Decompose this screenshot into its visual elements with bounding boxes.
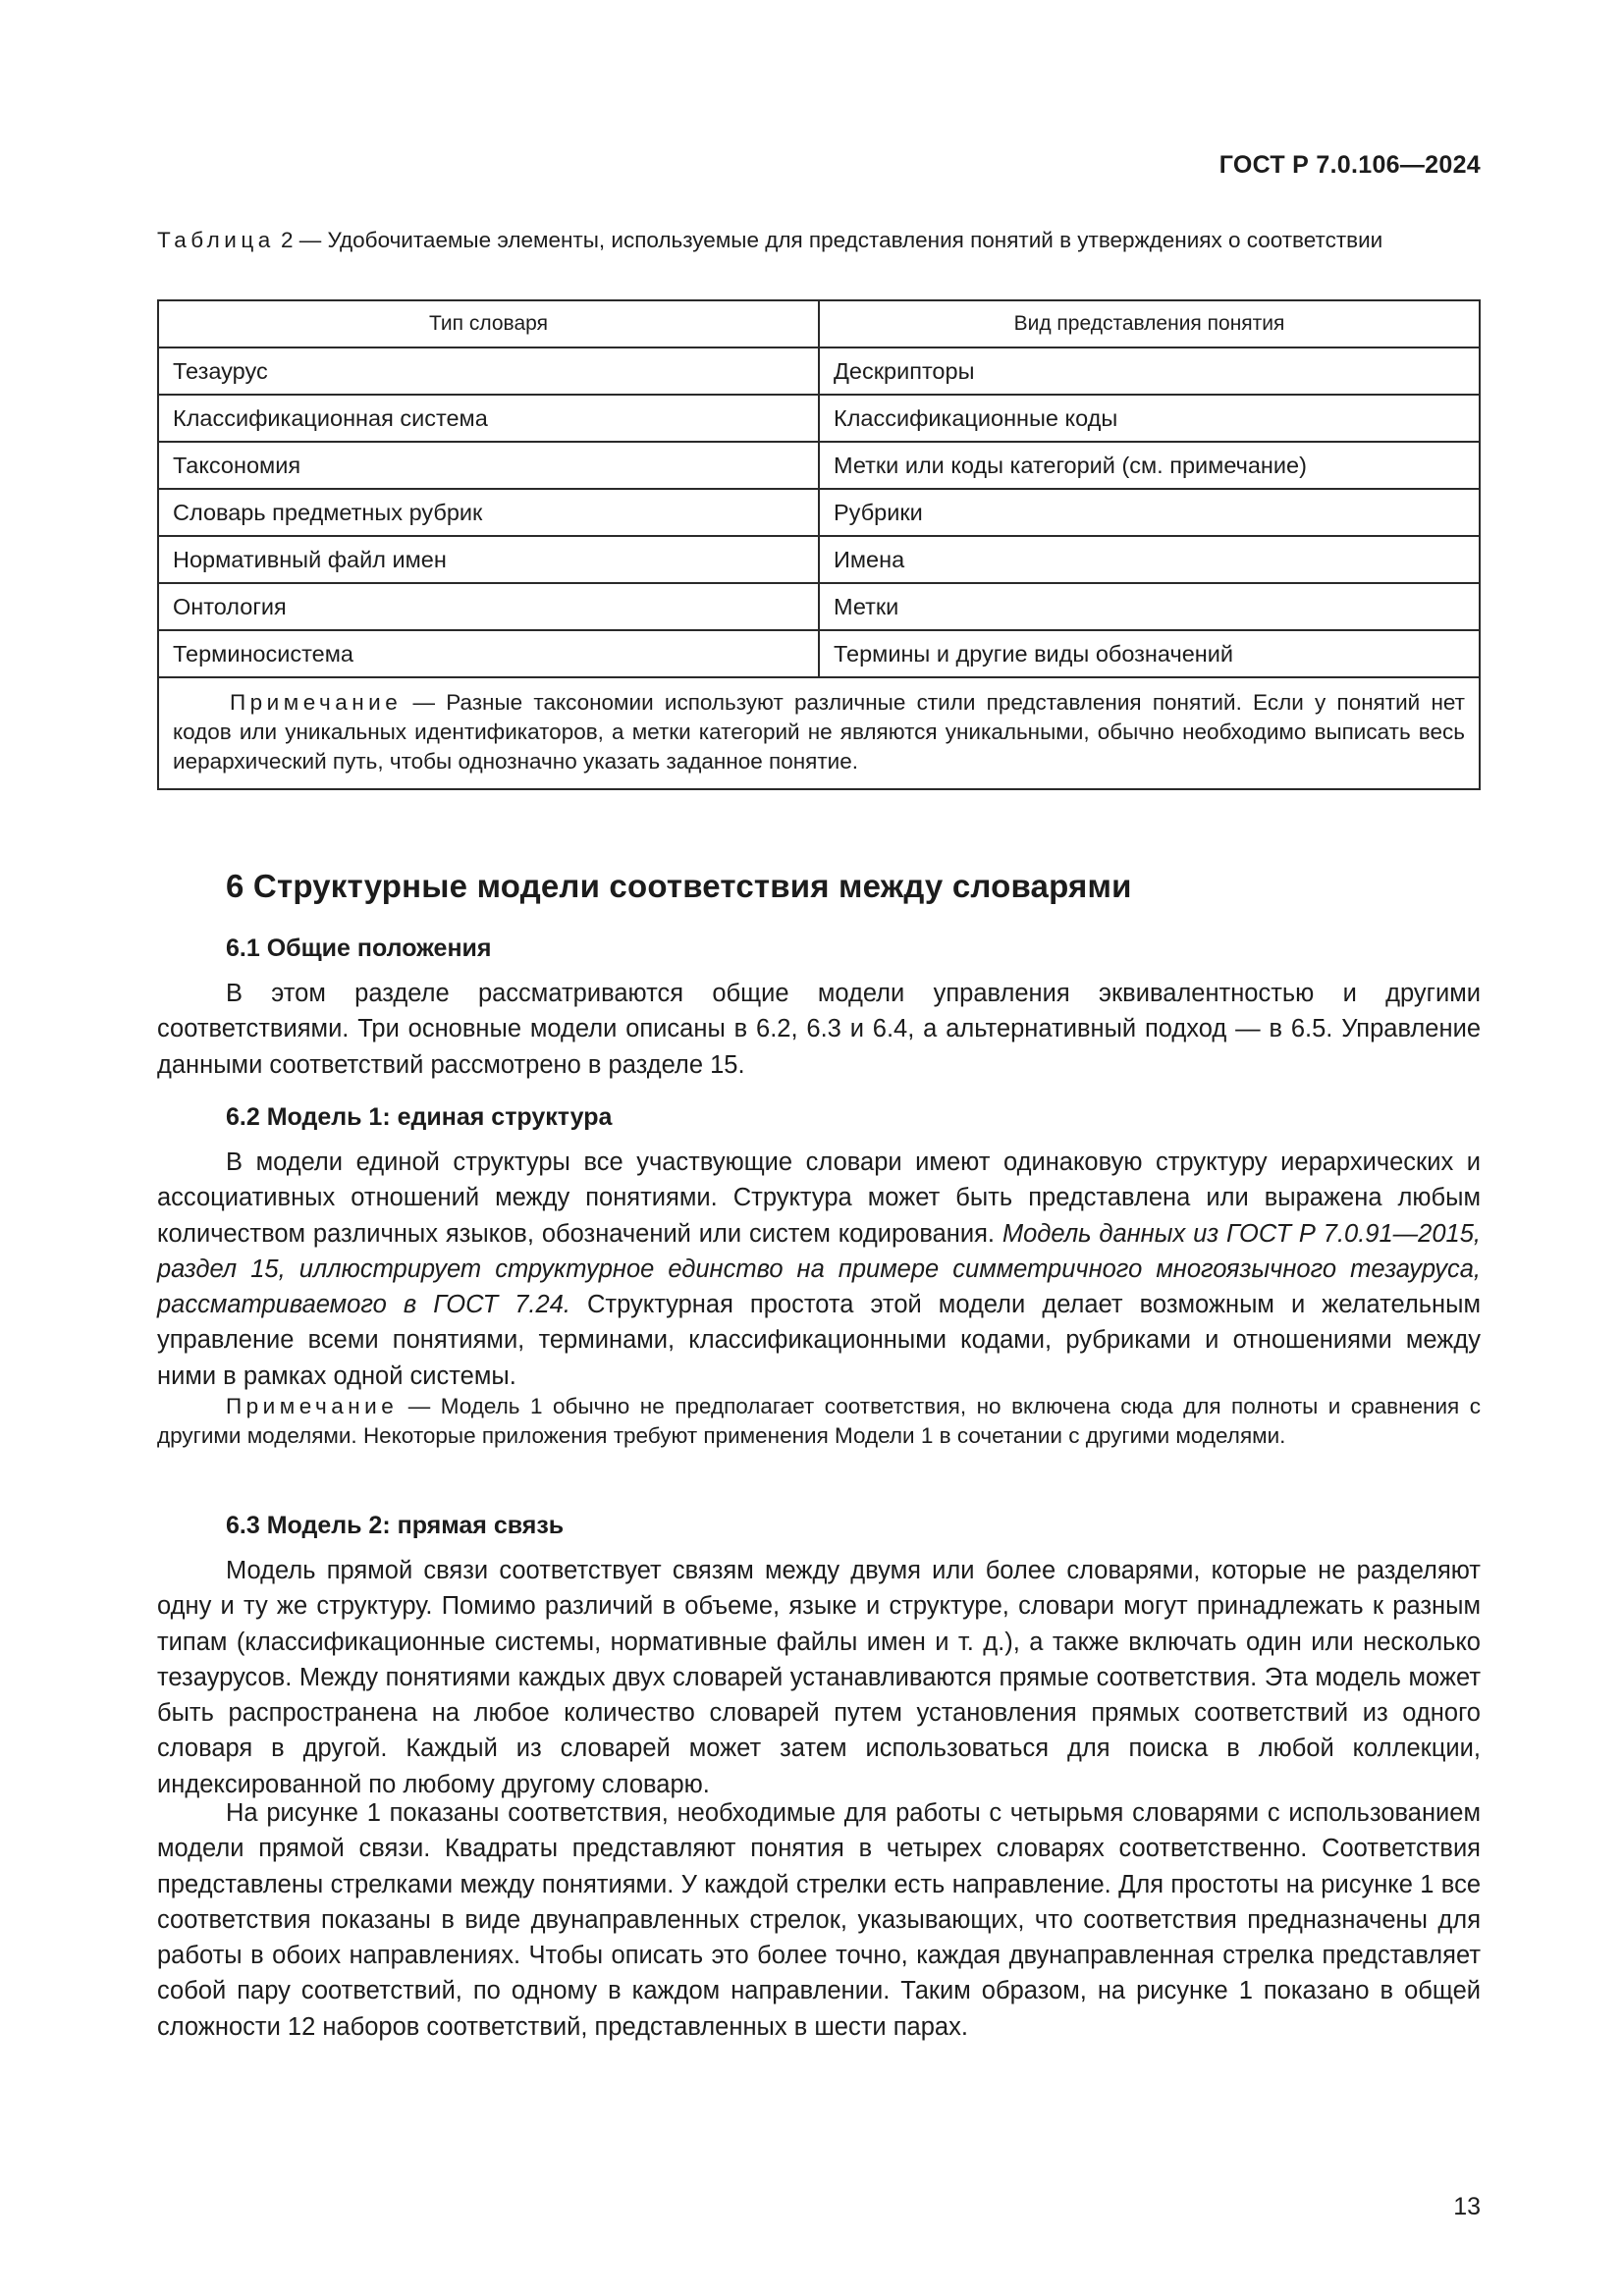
table-note-text: — Разные таксономии используют различные стили представления понятий. Если у понятий нет кодов или уникальных идентификаторов, а метки категорий не являются уникальными, обычно необходимо выписать весь иерархический путь, чтобы однозначно указать заданное понятие.: [173, 690, 1465, 774]
table-row: [158, 395, 1480, 442]
section-6-2-note: [157, 1392, 1481, 1451]
table-cell: Словарь предметных рубрик: [158, 489, 819, 536]
table-caption-label: Таблица: [157, 228, 275, 252]
note-label: Примечание: [226, 1394, 399, 1418]
paragraph-italic-text: Модель данных из ГОСТ Р 7.0.91—2015, раздел 15, иллюстрирует структурное единство на примере симметричного многоязычного тезауруса, рассматриваемого в ГОСТ 7.24.: [157, 1219, 1481, 1319]
column-header-vocabulary-type: Тип словаря: [158, 300, 819, 347]
table-cell: Терминосистема: [158, 630, 819, 677]
table-cell: Классификационная система: [158, 395, 819, 442]
document-code: ГОСТ Р 7.0.106—2024: [1218, 151, 1481, 179]
section-6-3-paragraph-1: Модель прямой связи соответствует связям между двумя или более словарями, которые не разделяют одну и ту же структуру. Помимо различий в объеме, языке и структуре, словари могут принадлежать к разным типам (классификационные системы, нормативные файлы имен и т. д.), а также включать один или несколько тезаурусов. Между понятиями каждых двух словарей устанавливаются прямые соответствия. Эта модель может быть распространена на любое количество словарей путем установления прямых соответствий из одного словаря в другой. Каждый из словарей может затем использоваться для поиска в любой коллекции, индексированной по любому другому словарю.: [157, 1557, 1481, 1798]
page-number: 13: [1453, 2193, 1481, 2220]
table-cell: Онтология: [158, 583, 819, 630]
table-note-label: Примечание: [230, 690, 403, 715]
table-note: [158, 677, 1480, 789]
note-text: — Модель 1 обычно не предполагает соответствия, но включена сюда для полноты и сравнения с другими моделями. Некоторые приложения требуют применения Модели 1 в сочетании с другими моделями.: [157, 1394, 1481, 1448]
table-row: [158, 442, 1480, 489]
table-cell: Классификационные коды: [819, 395, 1480, 442]
table-cell: Имена: [819, 536, 1480, 583]
paragraph-text: В модели единой структуры все участвующие словари имеют одинаковую структуру иерархических и ассоциативных отношений между понятиями. Структура может быть представлена или выражена любым количеством различных языков, обозначений или систем кодирования.: [157, 1148, 1481, 1248]
table-cell: Нормативный файл имен: [158, 536, 819, 583]
table-cell: Дескрипторы: [819, 347, 1480, 395]
table-caption: [157, 226, 1481, 255]
table-cell: Рубрики: [819, 489, 1480, 536]
column-header-concept-representation: Вид представления понятия: [819, 300, 1480, 347]
table-cell: Метки или коды категорий (см. примечание): [819, 442, 1480, 489]
section-6-1-heading: 6.1 Общие положения: [226, 934, 492, 962]
paragraph-text: Структурная простота этой модели делает возможным и желательным управление всеми понятиями, терминами, классификационными кодами, рубриками и отношениями между ними в рамках одной системы.: [157, 1291, 1481, 1390]
table-header-row: [158, 300, 1480, 347]
section-6-title: 6 Структурные модели соответствия между словарями: [226, 868, 1132, 904]
table-row: [158, 630, 1480, 677]
table-cell: Тезаурус: [158, 347, 819, 395]
section-6-3-heading: 6.3 Модель 2: прямая связь: [226, 1512, 565, 1539]
section-6-2-paragraph: [157, 1145, 1481, 1394]
table-cell: Метки: [819, 583, 1480, 630]
section-6-1-paragraph: В этом разделе рассматриваются общие модели управления эквивалентностью и другими соответствиями. Три основные модели описаны в 6.2, 6.3 и 6.4, а альтернативный подход — в 6.5. Управление данными соответствий рассмотрено в разделе 15.: [157, 980, 1481, 1079]
table-cell: Таксономия: [158, 442, 819, 489]
table-row: [158, 583, 1480, 630]
table-row: [158, 536, 1480, 583]
section-6-2-heading: 6.2 Модель 1: единая структура: [226, 1103, 613, 1131]
table-row: [158, 347, 1480, 395]
table-note-row: [158, 677, 1480, 789]
section-6-3-paragraph-2: На рисунке 1 показаны соответствия, необходимые для работы с четырьмя словарями с использованием модели прямой связи. Квадраты представляют понятия в четырех словарях соответственно. Соответствия представлены стрелками между понятиями. У каждой стрелки есть направление. Для простоты на рисунке 1 все соответствия показаны в виде двунаправленных стрелок, указывающих, что соответствия предназначены для работы в обоих направлениях. Чтобы описать это более точно, каждая двунаправленная стрелка представляет собой пару соответствий, по одному в каждом направлении. Таким образом, на рисунке 1 показано в общей сложности 12 наборов соответствий, представленных в шести парах.: [157, 1799, 1481, 2041]
table-cell: Термины и другие виды обозначений: [819, 630, 1480, 677]
table-caption-text: 2 — Удобочитаемые элементы, используемые для представления понятий в утверждениях о соответствии: [274, 228, 1383, 252]
table-row: [158, 489, 1480, 536]
vocabulary-table: [157, 299, 1481, 790]
